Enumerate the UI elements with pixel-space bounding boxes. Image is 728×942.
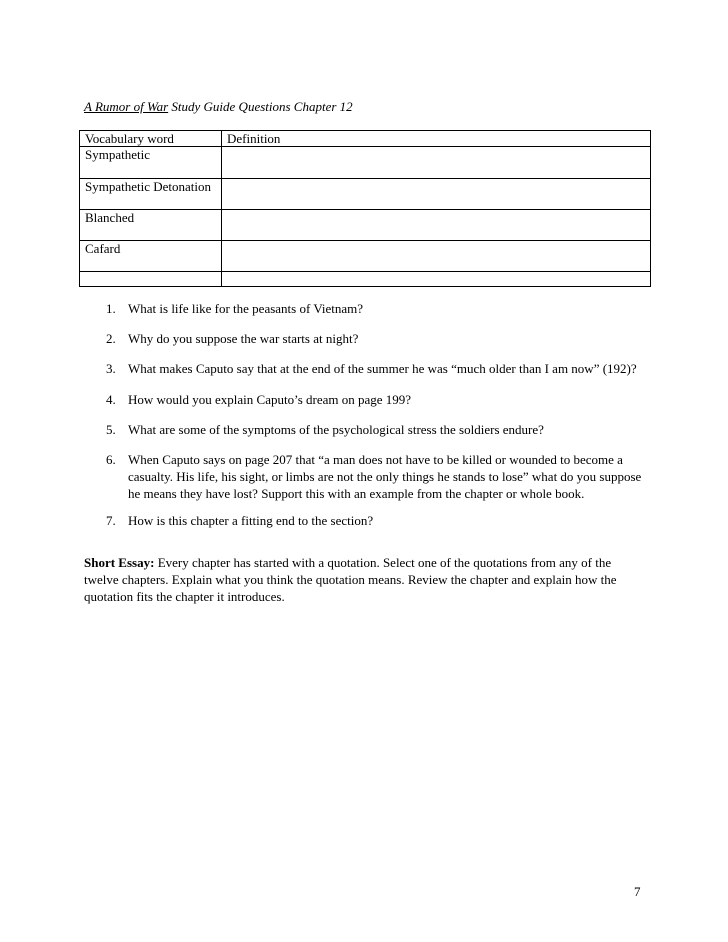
question-text: Why do you suppose the war starts at night? <box>128 331 359 346</box>
question-text: How would you explain Caputo’s dream on page 199? <box>128 392 412 407</box>
vocab-word-header: Vocabulary word <box>80 131 222 147</box>
question-number: 3. <box>106 361 116 376</box>
question-number: 7. <box>106 513 116 528</box>
question-item <box>106 512 666 529</box>
question-number: 6. <box>106 452 116 467</box>
definition-cell[interactable] <box>222 179 651 210</box>
question-number: 5. <box>106 422 116 437</box>
question-item <box>106 451 646 502</box>
table-row <box>80 179 651 210</box>
question-number: 1. <box>106 301 116 316</box>
table-row <box>80 241 651 272</box>
essay-text: Every chapter has started with a quotation. Select one of the quotations from any of the twelve chapters. Explain what you think the quotation means. Review the chapter and explain how the quotation fits the chapter it introduces. <box>84 555 617 604</box>
question-text: What are some of the symptoms of the psychological stress the soldiers endure? <box>128 422 544 437</box>
definition-cell[interactable] <box>222 147 651 179</box>
question-item <box>106 421 666 438</box>
vocabulary-table <box>79 130 651 287</box>
definition-cell[interactable] <box>222 241 651 272</box>
page-number: 7 <box>634 884 641 899</box>
definition-cell[interactable] <box>222 272 651 287</box>
table-row <box>80 210 651 241</box>
question-number: 2. <box>106 331 116 346</box>
vocab-word <box>80 272 222 287</box>
question-number: 4. <box>106 392 116 407</box>
question-item <box>106 391 666 408</box>
question-text: What is life like for the peasants of Vietnam? <box>128 301 364 316</box>
essay-label: Short Essay: <box>84 555 155 570</box>
short-essay <box>84 554 644 605</box>
table-row <box>80 147 651 179</box>
vocab-word: Sympathetic <box>80 147 222 179</box>
question-item <box>106 360 666 377</box>
book-title: A Rumor of War <box>84 99 169 114</box>
question-text: How is this chapter a fitting end to the section? <box>128 513 374 528</box>
vocab-word: Cafard <box>80 241 222 272</box>
title-rest: Study Guide Questions Chapter 12 <box>168 99 353 114</box>
table-row <box>80 272 651 287</box>
question-item <box>106 330 666 347</box>
vocab-word: Sympathetic Detonation <box>80 179 222 210</box>
question-text: When Caputo says on page 207 that “a man does not have to be killed or wounded to become a casualty. His life, his sight, or limbs are not the only things he stands to lose” what do you suppose he means they have lost? Support this with an example from the chapter or whole book. <box>128 452 642 501</box>
page-title <box>84 99 353 115</box>
question-item <box>106 300 666 317</box>
definition-cell[interactable] <box>222 210 651 241</box>
definition-header: Definition <box>222 131 651 147</box>
question-text: What makes Caputo say that at the end of the summer he was “much older than I am now” (192)? <box>128 361 637 376</box>
table-header-row <box>80 131 651 147</box>
vocab-word: Blanched <box>80 210 222 241</box>
